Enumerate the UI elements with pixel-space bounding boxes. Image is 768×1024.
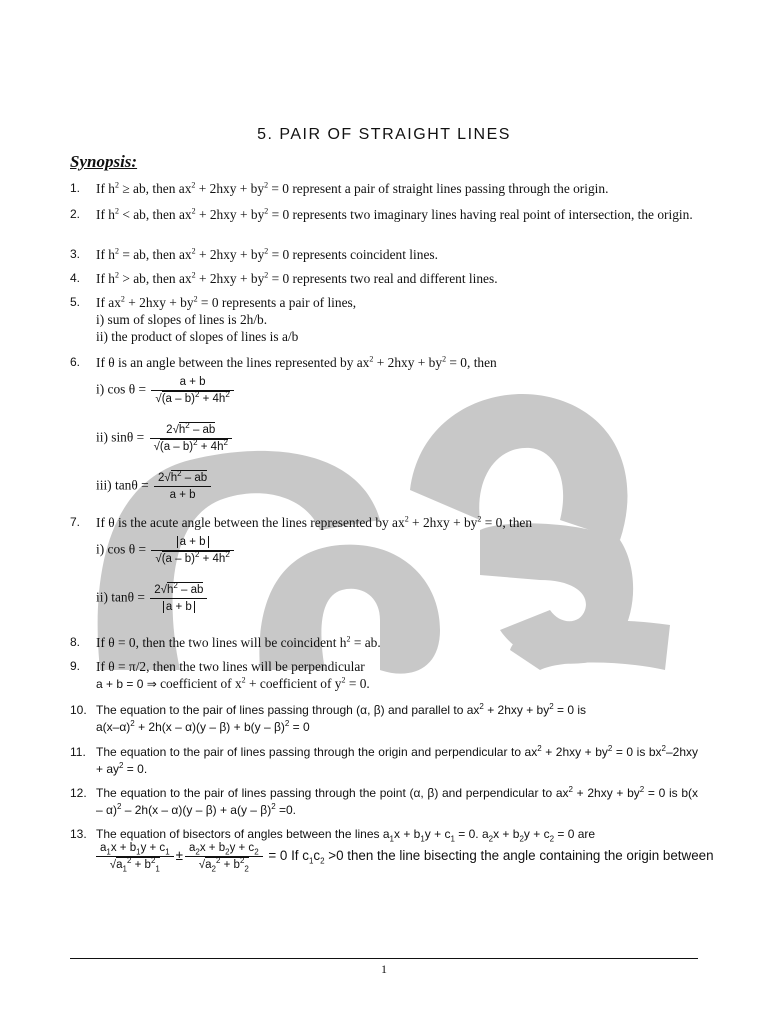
item-number: 5. [70,295,81,309]
list-item [70,744,698,778]
item-text: If $h^2$ < ab, then $ax^2 + 2hxy + by^2 = 0$ represents two imaginary lines having real point of intersection, the origin. [96,206,693,222]
item-number: 2. [70,207,81,221]
item-number: 12. [70,786,87,800]
item-number: 13. [70,827,87,841]
list-item [70,514,698,531]
item-text: The equation of bisectors of angles between the lines $a_1x + b_1y + c_1 = 0$. $a_2x + b_2y + c_2 = 0$ are [96,827,596,844]
formula-sin-6 [96,421,234,453]
list-item [70,206,698,223]
item-number: 10. [70,703,87,717]
item-number: 7. [70,515,81,529]
list-item [70,634,698,651]
item-text: The equation to the pair of lines passing through the point (α, β) and perpendicular to $ax^2 + 2hxy + by^2 = 0$ is b(x – α)$^2$ – 2h(x – α)(y – β) + a(y – β)$^2$ =0. [96,785,698,817]
item-text: If θ = π/2, then the two lines will be perpendicular [96,659,365,674]
item-number: 4. [70,271,81,285]
formula-cos-7 [96,536,236,565]
item-subtext: a + b = 0 ⇒ coefficient of $x^2$ + coefficient of $y^2 = 0$. [96,675,370,691]
fraction: $\frac{a + b}{√(a - b)^2 + 4h^2}$ [151,376,233,405]
list-item [70,180,698,197]
fraction: $\frac{2√h^2 - ab}{a + b}$ [150,584,207,613]
fraction: $\frac{a + b}{√(a - b)^2 + 4h^2}$ [151,536,233,565]
page-number: 1 [381,962,387,976]
item-number: 9. [70,659,81,673]
item-text: The equation to the pair of lines passing through (α, β) and parallel to $ax^2 + 2hxy + by^2 = 0$ is [96,702,587,717]
item-text: If $ax^2 + 2hxy + by^2 = 0$ represents a pair of lines, [96,294,357,310]
list-item [70,294,698,345]
list-item [70,658,698,693]
item-number: 3. [70,247,81,261]
formula-label: iii) tanθ = [96,477,149,493]
list-item [70,785,698,819]
formula-label: i) cos θ = [96,381,147,397]
fraction: $\frac{2√h^2 - ab}{a + b}$ [154,472,211,501]
formula-label: i) cos θ = [96,541,147,557]
item-text: If θ is the acute angle between the lines represented by $ax^2 + 2hxy + by^2 = 0$, then [96,514,533,530]
formula-label: ii) sinθ = [96,429,145,445]
formula-label: ii) tanθ = [96,589,145,605]
item-subtext: $a(x-\alpha)^2 + 2h(x - \alpha)(y - \beta) + b(y - \beta)^2 = 0$ [96,719,310,734]
list-item [70,270,698,287]
fraction: $\frac{a_1x + b_1y + c_1}{√a_1^2 + b^2_1}$ [96,842,174,871]
item-text: The equation to the pair of lines passing through the origin and perpendicular to $ax^2 + 2hxy + by^2 = 0$ is $bx^2-2hxy + ay^2 = 0$. [96,744,699,776]
item-text: If $h^2$ ≥ ab, then $ax^2 + 2hxy + by^2 = 0$ represent a pair of straight lines passing through the origin. [96,180,609,196]
item-text: If $h^2$ = ab, then $ax^2 + 2hxy + by^2 = 0$ represents coincident lines. [96,246,438,262]
item-subtext: ii) the product of slopes of lines is a/b [96,329,299,344]
page-title: 5. PAIR OF STRAIGHT LINES [257,126,511,143]
formula-tan-7 [96,581,209,613]
item-number: 8. [70,635,81,649]
list-item [70,246,698,263]
list-item [70,702,698,736]
synopsis-heading: Synopsis: [70,152,138,171]
item-text: If θ is an angle between the lines represented by $ax^2 + 2hxy + by^2 = 0$, then [96,354,497,370]
formula-bisectors: $\frac{a_1x + b_1y + c_1}{√a_1^2 + b^2_1}$ ± $\frac{a_2x + b_2y + c_2}{√a_2^2 + b^2_2}$ = 0 If $c_1c_2 >0$ then the line bisecting the angle containing the origin between [94,842,714,871]
formula-cos-6 [96,376,236,405]
item-number: 11. [70,745,86,759]
item-number: 6. [70,355,81,369]
fraction: $\frac{a_2x + b_2y + c_2}{√a_2^2 + b^2_2}$ [185,842,263,871]
item-subtext: i) sum of slopes of lines is 2h/b. [96,312,268,327]
formula-tan-6 [96,469,213,501]
fraction: $\frac{2√h^2 - ab}{√(a - b)^2 + 4h^2}$ [150,424,232,453]
list-item [70,826,698,843]
item-text: If θ = 0, then the two lines will be coincident $h^2$ = ab. [96,634,381,650]
item-text: If $h^2$ > ab, then $ax^2 + 2hxy + by^2 = 0$ represents two real and different lines. [96,270,498,286]
list-item [70,354,698,371]
footer-rule [70,958,698,959]
item-number: 1. [70,181,81,195]
